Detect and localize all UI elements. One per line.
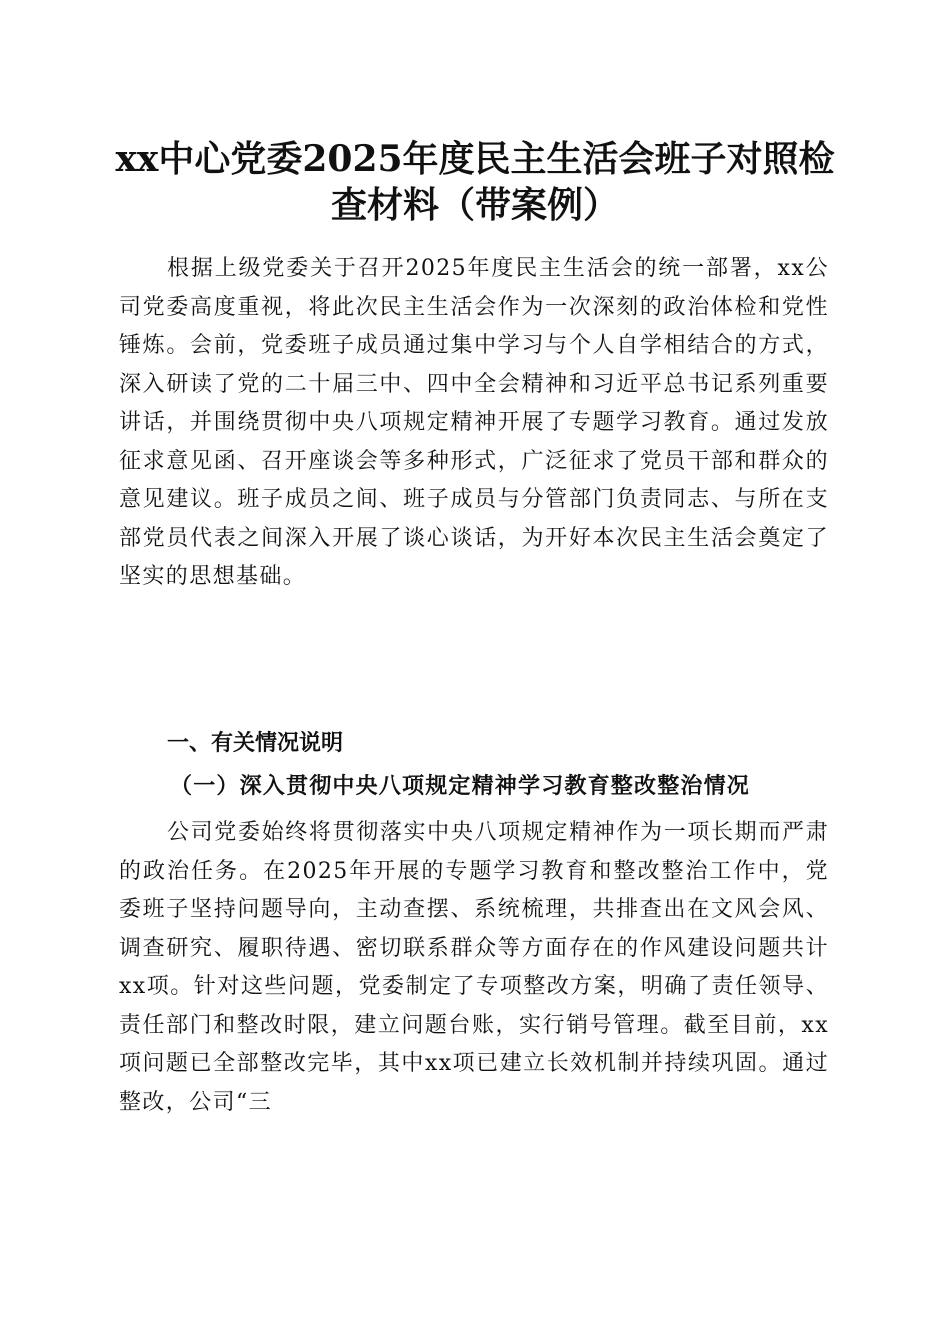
intro-paragraph: 根据上级党委关于召开2025年度民主生活会的统一部署，xx公司党委高度重视，将此次民主生活会作为一次深刻的政治体检和党性锤炼。会前，党委班子成员通过集中学习与个人自学相结合的方式，深入研读了党的二十届三中、四中全会精神和习近平总书记系列重要讲话，并围绕贯彻中央八项规定精神开展了专题学习教育。通过发放征求意见函、召开座谈会等多种形式，广泛征求了党员干部和群众的意见建议。班子成员之间、班子成员与分管部门负责同志、与所在支部党员代表之间深入开展了谈心谈话，为开好本次民主生活会奠定了坚实的思想基础。	[119, 256, 829, 589]
section-heading: 一、有关情况说明	[167, 731, 344, 756]
document-title: xx中心党委2025年度民主生活会班子对照检查材料（带案例）	[115, 138, 835, 226]
subsection-heading: （一）深入贯彻中央八项规定精神学习教育整改整治情况	[170, 773, 751, 799]
subsection-paragraph: 公司党委始终将贯彻落实中央八项规定精神作为一项长期而严肃的政治任务。在2025年开展的专题学习教育和整改整治工作中，党委班子坚持问题导向，主动查摆、系统梳理，共排查出在文风会风、调查研究、履职待遇、密切联系群众等方面存在的作风建设问题共计xx项。针对这些问题，党委制定了专项整改方案，明确了责任领导、责任部门和整改时限，建立问题台账，实行销号管理。截至目前，xx项问题已全部整改完毕，其中xx项已建立长效机制并持续巩固。通过整改，公司“三	[119, 820, 829, 1115]
